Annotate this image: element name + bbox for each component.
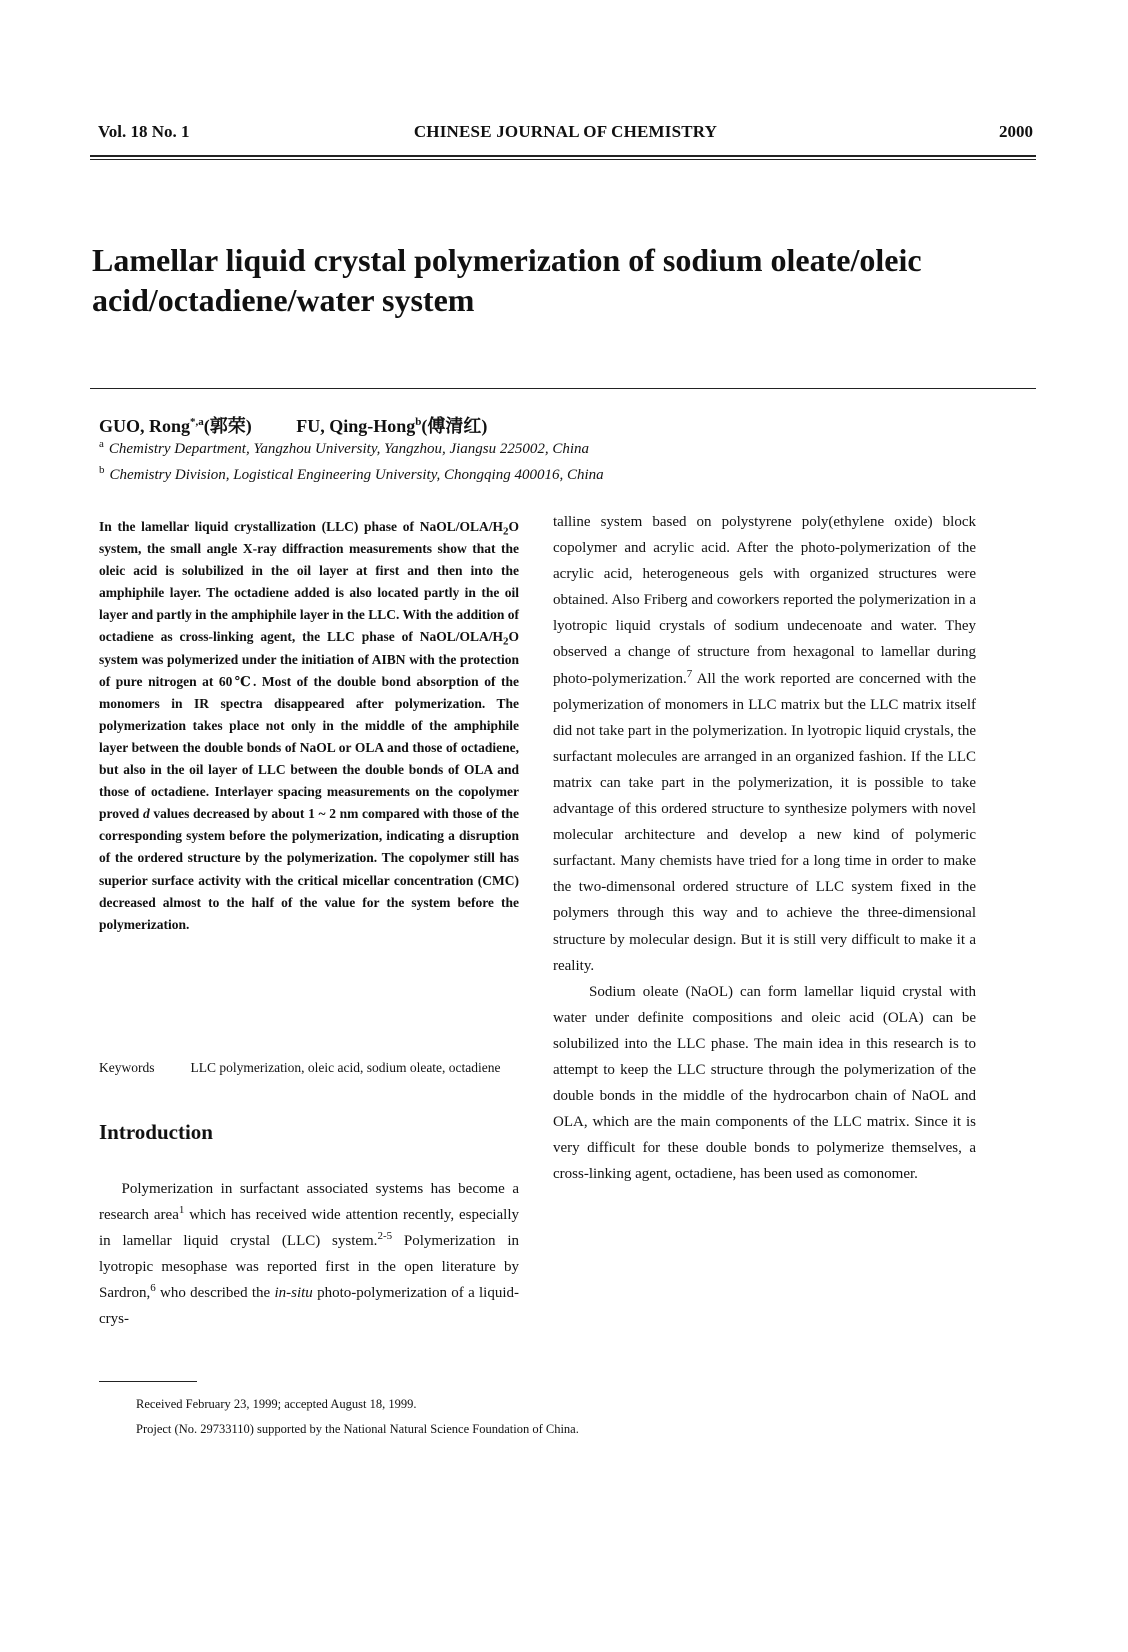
author-line: [99, 412, 487, 438]
introduction-paragraph: Sodium oleate (NaOL) can form lamellar liquid crystal with water under definite compositions and oleic acid (OLA) can be solubilized into the LLC phase. The main idea in this research is to attempt to keep the LLC structure through the polymerization of the double bonds in the middle of the hydrocarbon chain of NaOL and OLA, which are the main components of the LLC matrix. Since it is very difficult for these double bonds to polymerize themselves, a cross-linking agent, octadiene, has been used as comonomer.: [553, 983, 976, 1183]
footnote-divider: [99, 1381, 197, 1382]
author-name: FU, Qing-Hong: [296, 416, 416, 436]
header-rule-thin: [90, 159, 1036, 160]
keywords-label: Keywords: [99, 1060, 155, 1075]
author-marks: b: [415, 416, 422, 428]
introduction-paragraph-continued: talline system based on polystyrene poly(ethylene oxide) block copolymer and acrylic acid. After the photo-polymerization of the acrylic acid, heterogeneous gels with organized structures were obtained. Also Friberg and coworkers reported the polymerization in a lyotropic liquid crystals of sodium undecenoate and water. They observed a change of structure from hexagonal to lamellar during photo-polymerization.$^7$ All the work reported are concerned with the polymerization of monomers in LLC matrix but the LLC matrix itself did not take part in the polymerization. In lyotropic liquid crystals, the surfactant molecules are arranged in an organized fashion. If the LLC matrix can take part in the polymerization, it is possible to take advantage of this ordered structure to synthesize polymers with novel molecular architecture and develop a new kind of polymeric surfactant. Many chemists have tried for a long time in order to make the two-dimensonal ordered structure of LLC system fixed in the polymers through this way and to achieve the three-dimensional structure by molecular design. But it is still very difficult to make it a reality.: [553, 514, 976, 974]
publication-year: 2000: [999, 122, 1033, 141]
affiliation-text: Chemistry Department, Yangzhou University, Yangzhou, Jiangsu 225002, China: [108, 441, 590, 457]
introduction-paragraph: Polymerization in surfactant associated systems has become a research area$^1$ which has received wide attention recently, especially in lamellar liquid crystal (LLC) system.$^{2-5}$ Polymerization in lyotropic mesophase was reported first in the open literature by Sardron,$^6$ who described the in-situ photo-polymerization of a liquid-crys-: [99, 1181, 519, 1327]
author-chinese-name: (郭荣): [203, 416, 252, 436]
author-chinese-name: (傅清红): [421, 416, 488, 436]
abstract: In the lamellar liquid crystallization (LLC) phase of NaOL/$OLA/H_2O$ system, the small angle X-ray diffraction measurements show that the oleic acid is solubilized in the oil layer at first and then into the amphiphile layer. The octadiene added is also located partly in the oil layer and partly in the amphiphile layer in the LLC. With the addition of octadiene as cross-linking agent, the LLC phase of NaOL/$OLA/H_2O$ system was polymerized under the initiation of AIBN with the protection of pure nitrogen at 60℃. Most of the double bond absorption of the monomers in IR spectra disappeared after polymerization. The polymerization takes place not only in the middle of the amphiphile layer between the double bonds of NaOL or OLA and those of octadiene, but also in the oil layer of LLC between the double bonds of OLA and those of octadiene. Interlayer spacing measurements on the copolymer proved d values decreased by about 1 ~ 2 nm compared with those of the corresponding system before the polymerization, indicating a disruption of the ordered structure by the polymerization. The copolymer still has superior surface activity with the critical micellar concentration (CMC) decreased almost to the half of the value for the system before the polymerization.: [99, 519, 519, 932]
affiliation-mark: a: [99, 438, 104, 450]
keywords-text: LLC polymerization, oleic acid, sodium oleate, octadiene: [190, 1060, 501, 1075]
right-column: [553, 509, 976, 1187]
affiliation-mark: b: [99, 464, 105, 476]
affiliation: [99, 464, 604, 484]
volume-number: Vol. 18 No. 1: [98, 122, 190, 141]
title-divider: [90, 388, 1036, 389]
funding-footnote: Project (No. 29733110) supported by the National Natural Science Foundation of China.: [136, 1422, 579, 1436]
article-title: Lamellar liquid crystal polymerization of sodium oleate/oleic acid/octadiene/water system: [92, 242, 922, 318]
author-name: GUO, Rong: [99, 416, 191, 436]
affiliation-text: Chemistry Division, Logistical Engineering University, Chongqing 400016, China: [109, 467, 604, 483]
received-date-footnote: Received February 23, 1999; accepted August 18, 1999.: [136, 1397, 417, 1411]
journal-name: CHINESE JOURNAL OF CHEMISTRY: [413, 122, 718, 141]
section-heading-introduction: Introduction: [99, 1120, 213, 1144]
author-marks: *,a: [190, 416, 204, 428]
affiliation: [99, 438, 590, 458]
keywords: [99, 1057, 519, 1079]
running-header: [98, 122, 1033, 146]
header-rule-thick: [90, 155, 1036, 157]
